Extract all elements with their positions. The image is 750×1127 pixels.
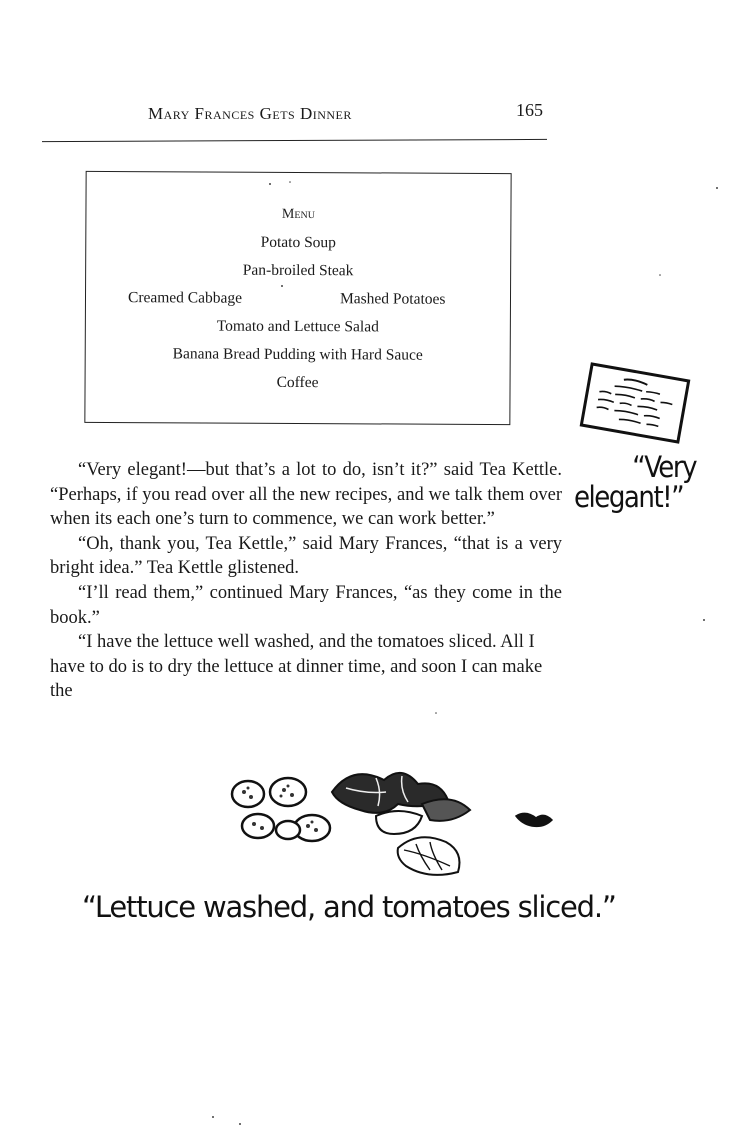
paragraph: “I’ll read them,” continued Mary Frances, “as they come in the book.” [50, 582, 562, 628]
menu-item: Banana Bread Pudding with Hard Sauce [172, 345, 423, 364]
menu-item: Tomato and Lettuce Salad [216, 317, 379, 336]
menu-box [84, 171, 511, 425]
illustration-caption: “Lettuce washed, and tomatoes sliced.” [82, 890, 616, 924]
page-number: 165 [516, 100, 543, 120]
menu-item: Creamed Cabbage [127, 289, 243, 307]
body-text [50, 458, 562, 704]
menu-card-illustration [577, 359, 694, 446]
side-caption [574, 452, 704, 512]
menu-item: Potato Soup [260, 233, 337, 252]
menu-item-pair [86, 289, 510, 308]
running-title: Mary Frances Gets Dinner [148, 104, 352, 123]
side-caption-line: “Very [632, 450, 696, 484]
paragraph: “Oh, thank you, Tea Kettle,” said Mary Frances, “that is a very bright idea.” Tea Kettle glistened. [50, 533, 562, 579]
lettuce-leaf-icon [332, 773, 470, 875]
menu-item: Coffee [276, 373, 319, 392]
lettuce-sprig-icon [516, 813, 552, 826]
menu-item: Pan-broiled Steak [242, 261, 354, 280]
lettuce-tomato-illustration [226, 764, 566, 884]
paragraph: “I have the lettuce well washed, and the tomatoes sliced. All I have to do is to dry the lettuce at dinner time, and soon I can make the [50, 632, 543, 702]
menu-title: Menu [281, 206, 315, 223]
side-caption-line: elegant!” [574, 480, 684, 514]
paragraph: “Very elegant!—but that’s a lot to do, isn’t it?” said Tea Kettle. “Perhaps, if you read over all the new recipes, and we talk them over when its each one’s turn to commence, we can work better.” [50, 460, 562, 530]
header-rule [42, 139, 547, 142]
menu-item: Mashed Potatoes [339, 290, 446, 308]
